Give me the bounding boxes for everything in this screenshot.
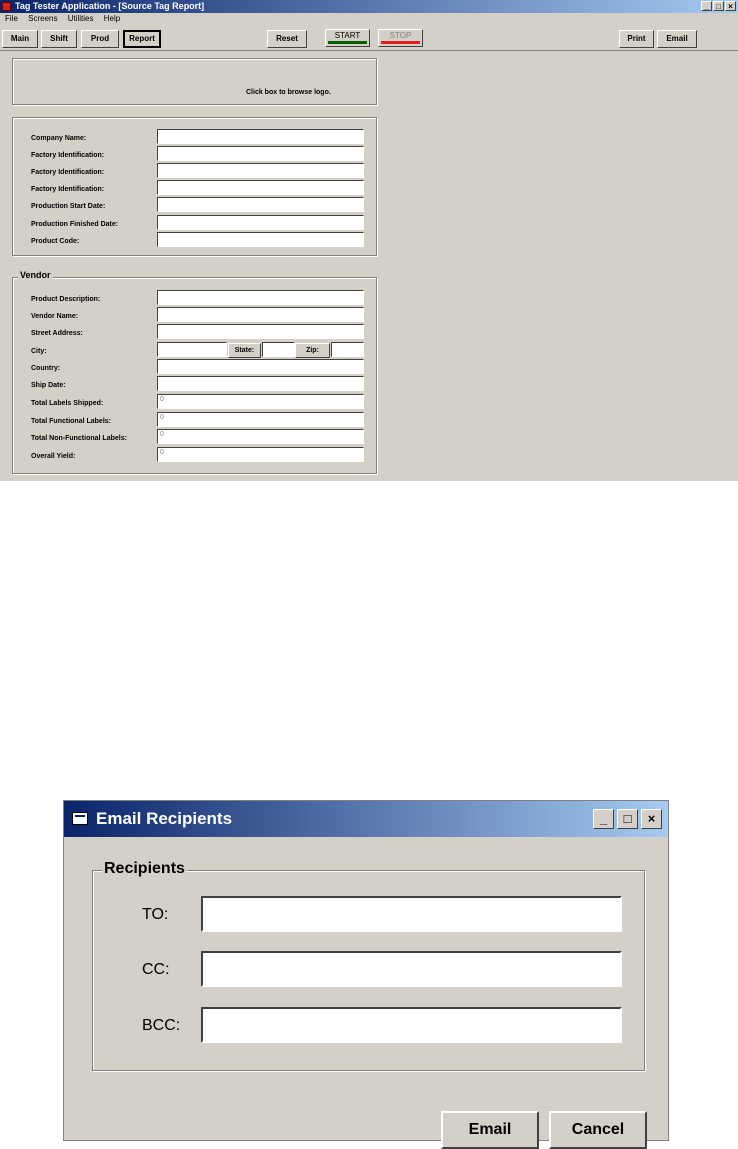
bcc-input[interactable] (201, 1007, 622, 1043)
country-label: Country: (31, 365, 61, 372)
factory-identification-label-2: Factory Identification: (31, 169, 105, 176)
zip-label: Zip: (295, 343, 330, 358)
ship-date-label: Ship Date: (31, 382, 66, 389)
maximize-button[interactable]: □ (713, 1, 724, 11)
zip-input[interactable] (331, 342, 364, 357)
overall-yield-label: Overall Yield: (31, 453, 76, 460)
bcc-label: BCC: (142, 1017, 181, 1034)
street-address-input[interactable] (157, 324, 364, 339)
menu-utilities[interactable]: Utilities (67, 14, 94, 23)
stop-button[interactable] (378, 29, 423, 47)
factory-identification-label-1: Factory Identification: (31, 152, 105, 159)
start-button[interactable] (325, 29, 370, 47)
company-name-label: Company Name: (31, 135, 87, 142)
factory-identification-input-3[interactable] (157, 180, 364, 195)
total-non-functional-labels-label: Total Non-Functional Labels: (31, 435, 127, 442)
recipients-legend: Recipients (104, 860, 185, 877)
production-finished-date-input[interactable] (157, 215, 364, 230)
ship-date-input[interactable] (157, 376, 364, 391)
menu-screens[interactable]: Screens (28, 14, 58, 23)
factory-identification-input-1[interactable] (157, 146, 364, 161)
production-start-date-input[interactable] (157, 197, 364, 212)
factory-identification-label-3: Factory Identification: (31, 186, 105, 193)
production-start-date-label: Production Start Date: (31, 203, 106, 210)
cc-input[interactable] (201, 951, 622, 987)
to-label: TO: (142, 906, 169, 923)
shift-button[interactable]: Shift (41, 30, 77, 48)
total-functional-labels-label: Total Functional Labels: (31, 418, 111, 425)
dialog-title: Email Recipients (96, 809, 233, 828)
street-address-label: Street Address: (31, 330, 83, 337)
total-functional-labels-input[interactable]: 0 (157, 412, 364, 427)
print-button[interactable]: Print (619, 30, 654, 48)
stop-label: STOP (389, 31, 412, 40)
stop-indicator (381, 41, 420, 44)
toolbar (0, 26, 738, 51)
state-input[interactable] (262, 342, 295, 357)
product-code-input[interactable] (157, 232, 364, 247)
app-icon (2, 2, 11, 11)
minimize-button[interactable]: _ (701, 1, 712, 11)
main-button[interactable]: Main (2, 30, 38, 48)
dialog-title-bar[interactable] (64, 801, 668, 837)
logo-box[interactable] (12, 58, 377, 105)
to-input[interactable] (201, 896, 622, 932)
prod-button[interactable]: Prod (81, 30, 119, 48)
cc-label: CC: (142, 961, 170, 978)
app-title: Tag Tester Application - [Source Tag Report] (15, 1, 205, 11)
cancel-button[interactable]: Cancel (549, 1111, 647, 1149)
company-name-input[interactable] (157, 129, 364, 144)
product-code-label: Product Code: (31, 238, 80, 245)
factory-identification-input-2[interactable] (157, 163, 364, 178)
app-title-bar[interactable] (0, 0, 738, 13)
product-description-input[interactable] (157, 290, 364, 305)
vendor-name-label: Vendor Name: (31, 313, 79, 320)
logo-hint: Click box to browse logo. (246, 89, 331, 96)
start-indicator (328, 41, 367, 44)
country-input[interactable] (157, 359, 364, 374)
vendor-legend: Vendor (20, 270, 51, 280)
window-icon (72, 812, 88, 825)
total-labels-shipped-input[interactable]: 0 (157, 394, 364, 409)
report-button[interactable]: Report (123, 30, 161, 48)
total-labels-shipped-label: Total Labels Shipped: (31, 400, 104, 407)
email-send-button[interactable]: Email (441, 1111, 539, 1149)
vendor-name-input[interactable] (157, 307, 364, 322)
email-button[interactable]: Email (657, 30, 697, 48)
dialog-minimize-button[interactable]: _ (593, 809, 614, 829)
close-button[interactable]: × (725, 1, 736, 11)
main-app-window (0, 0, 738, 481)
menu-help[interactable]: Help (103, 14, 121, 23)
state-label: State: (228, 343, 261, 358)
start-label: START (334, 31, 361, 40)
reset-button[interactable]: Reset (267, 30, 307, 48)
menu-file[interactable]: File (5, 14, 18, 23)
total-non-functional-labels-input[interactable]: 0 (157, 429, 364, 444)
email-recipients-dialog (63, 800, 669, 1141)
dialog-close-button[interactable]: × (641, 809, 662, 829)
city-input[interactable] (157, 342, 227, 357)
production-finished-date-label: Production Finished Date: (31, 221, 119, 228)
menu-bar (0, 13, 738, 25)
product-description-label: Product Description: (31, 296, 101, 303)
city-label: City: (31, 348, 47, 355)
overall-yield-input[interactable]: 0 (157, 447, 364, 462)
dialog-maximize-button[interactable]: □ (617, 809, 638, 829)
